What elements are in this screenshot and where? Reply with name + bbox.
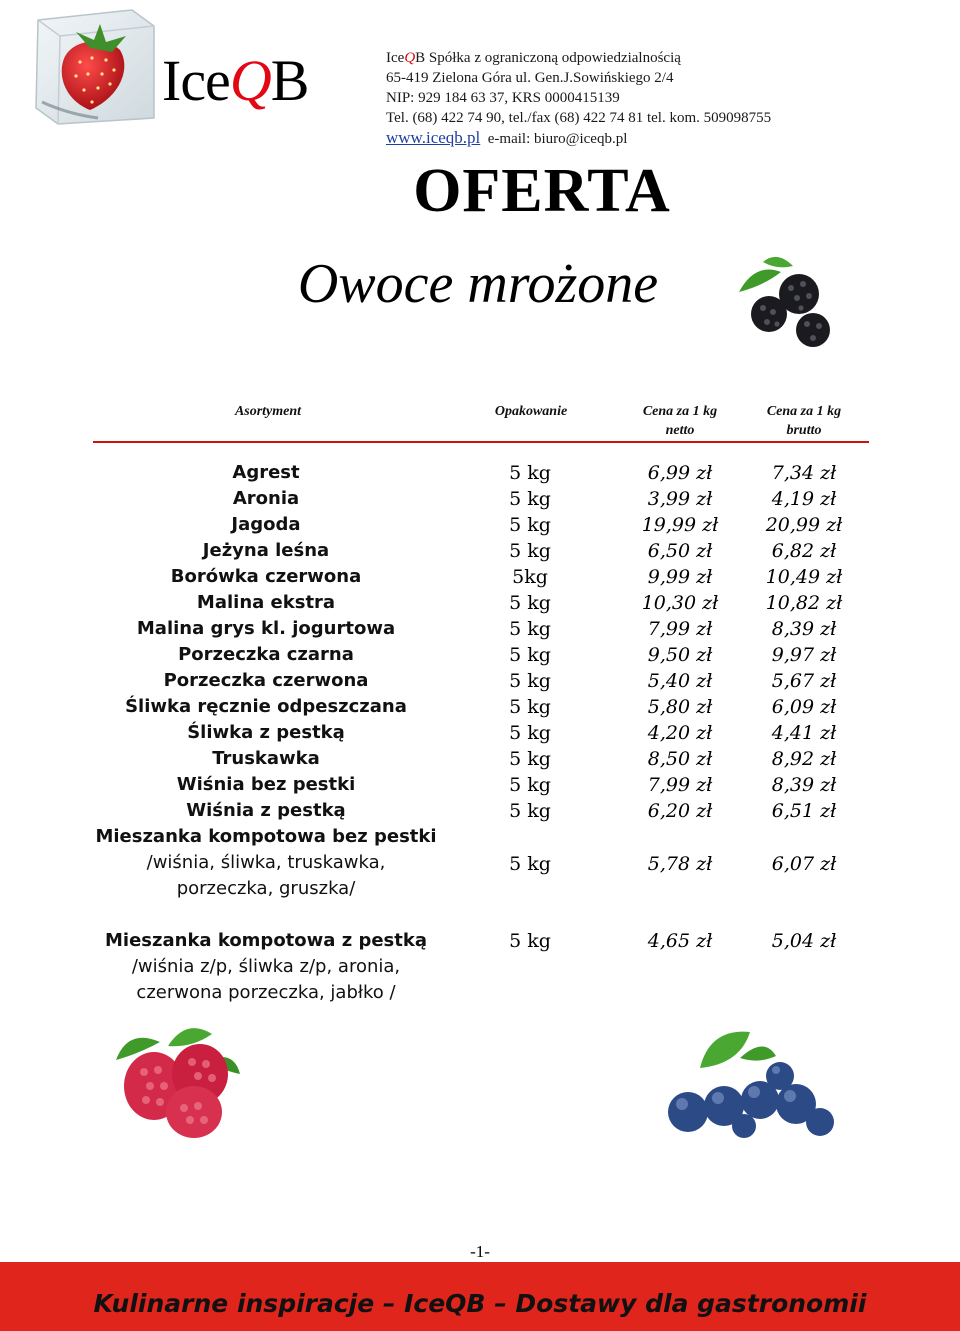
- blueberries-icon: [660, 1028, 840, 1138]
- table-row: [0, 798, 960, 824]
- packaging: 5 kg: [509, 722, 551, 744]
- net-price: 6,99 zł: [647, 462, 713, 484]
- logo: IceQB: [162, 48, 309, 113]
- page-subtitle: Owoce mrożone: [297, 253, 659, 315]
- gross-price: 10,49 zł: [765, 566, 843, 588]
- packaging: 5 kg: [509, 800, 551, 822]
- net-price: 7,99 zł: [647, 774, 713, 796]
- company-name: IceQB Spółka z ograniczoną odpowiedzialnością: [386, 50, 681, 66]
- blackberries-icon: [733, 252, 843, 357]
- gross-price: 8,39 zł: [771, 618, 837, 640]
- product-name: Agrest: [232, 462, 300, 483]
- product-name: Jagoda: [231, 514, 301, 535]
- product-description: porzeczka, gruszka/: [176, 878, 356, 899]
- packaging: 5 kg: [509, 930, 551, 952]
- product-name: Śliwka ręcznie odpeszczana: [125, 696, 407, 717]
- net-price: 10,30 zł: [641, 592, 719, 614]
- gross-price: 5,67 zł: [771, 670, 837, 692]
- net-price: 19,99 zł: [641, 514, 719, 536]
- gross-price: 6,82 zł: [771, 540, 837, 562]
- company-ids: NIP: 929 184 63 37, KRS 0000415139: [386, 90, 620, 106]
- company-address: 65-419 Zielona Góra ul. Gen.J.Sowińskiego 2/4: [386, 70, 674, 86]
- gross-price: 20,99 zł: [765, 514, 843, 536]
- net-price: 5,40 zł: [647, 670, 713, 692]
- gross-price: 8,92 zł: [771, 748, 837, 770]
- product-name: Malina grys kl. jogurtowa: [136, 618, 396, 639]
- net-price: 9,50 zł: [647, 644, 713, 666]
- packaging: 5 kg: [509, 644, 551, 666]
- net-price: 7,99 zł: [647, 618, 713, 640]
- product-name: Borówka czerwona: [170, 566, 362, 587]
- packaging: 5 kg: [509, 462, 551, 484]
- packaging: 5 kg: [509, 774, 551, 796]
- product-name: Mieszanka kompotowa z pestką: [105, 930, 427, 951]
- column-header-assortment: Asortyment: [234, 404, 302, 419]
- gross-price: 10,82 zł: [765, 592, 843, 614]
- packaging: 5 kg: [509, 853, 551, 875]
- packaging: 5 kg: [509, 670, 551, 692]
- net-price: 8,50 zł: [647, 748, 713, 770]
- net-price: 5,80 zł: [647, 696, 713, 718]
- table-row: [0, 772, 960, 798]
- product-name: Wiśnia z pestką: [186, 800, 346, 821]
- net-price: 4,20 zł: [647, 722, 713, 744]
- packaging: 5 kg: [509, 514, 551, 536]
- product-description: /wiśnia, śliwka, truskawka,: [146, 852, 386, 873]
- packaging: 5 kg: [509, 540, 551, 562]
- footer-slogan: Kulinarne inspiracje – IceQB – Dostawy dla gastronomii: [93, 1289, 867, 1318]
- company-phones: Tel. (68) 422 74 90, tel./fax (68) 422 74 81 tel. kom. 509098755: [386, 110, 772, 126]
- gross-price: 9,97 zł: [771, 644, 837, 666]
- page-title: OFERTA: [413, 157, 671, 225]
- gross-price: 6,09 zł: [771, 696, 837, 718]
- header-divider: [93, 441, 869, 443]
- table-row: [0, 616, 960, 642]
- packaging: 5 kg: [509, 488, 551, 510]
- strawberry-ice-cube-icon: [28, 6, 158, 126]
- gross-price: 7,34 zł: [771, 462, 837, 484]
- table-row: [0, 668, 960, 694]
- gross-price: 6,51 zł: [771, 800, 837, 822]
- table-row: [0, 486, 960, 512]
- product-description: czerwona porzeczka, jabłko /: [136, 982, 396, 1003]
- table-row: [0, 512, 960, 538]
- net-price: 6,50 zł: [647, 540, 713, 562]
- net-price: 5,78 zł: [647, 853, 713, 875]
- product-name: Malina ekstra: [196, 592, 336, 613]
- packaging: 5 kg: [509, 592, 551, 614]
- page-number: -1-: [470, 1242, 490, 1261]
- column-header-net-price: Cena za 1 kg netto: [642, 404, 718, 438]
- packaging: 5kg: [512, 566, 548, 588]
- product-name: Mieszanka kompotowa bez pestki: [95, 826, 437, 847]
- table-row: [0, 564, 960, 590]
- gross-price: 6,07 zł: [771, 853, 837, 875]
- company-info: [386, 48, 771, 149]
- table-row: [0, 746, 960, 772]
- table-row: [0, 538, 960, 564]
- raspberries-icon: [108, 1020, 244, 1140]
- product-name: Truskawka: [212, 748, 320, 769]
- gross-price: 4,19 zł: [771, 488, 837, 510]
- product-name: Aronia: [232, 488, 300, 509]
- website-link[interactable]: www.iceqb.pl: [386, 128, 481, 147]
- packaging: 5 kg: [509, 696, 551, 718]
- product-name: Porzeczka czarna: [178, 644, 354, 665]
- product-name: Śliwka z pestką: [187, 722, 345, 743]
- packaging: 5 kg: [509, 618, 551, 640]
- net-price: 3,99 zł: [647, 488, 713, 510]
- product-name: Wiśnia bez pestki: [176, 774, 356, 795]
- gross-price: 8,39 zł: [771, 774, 837, 796]
- net-price: 4,65 zł: [647, 930, 713, 952]
- gross-price: 4,41 zł: [771, 722, 837, 744]
- net-price: 6,20 zł: [647, 800, 713, 822]
- product-name: Jeżyna leśna: [202, 540, 330, 561]
- product-name: Porzeczka czerwona: [163, 670, 369, 691]
- table-row: [0, 590, 960, 616]
- company-email: e-mail: biuro@iceqb.pl: [487, 131, 628, 147]
- table-row-mix-no-pits: [0, 824, 960, 904]
- product-description: /wiśnia z/p, śliwka z/p, aronia,: [131, 956, 401, 977]
- table-row-mix-with-pits: [0, 928, 960, 1008]
- packaging: 5 kg: [509, 748, 551, 770]
- table-row: [0, 720, 960, 746]
- column-header-gross-price: Cena za 1 kg brutto: [766, 404, 842, 438]
- table-row: [0, 642, 960, 668]
- column-header-packaging: Opakowanie: [494, 404, 568, 419]
- table-row: [0, 460, 960, 486]
- gross-price: 5,04 zł: [771, 930, 837, 952]
- net-price: 9,99 zł: [647, 566, 713, 588]
- table-row: [0, 694, 960, 720]
